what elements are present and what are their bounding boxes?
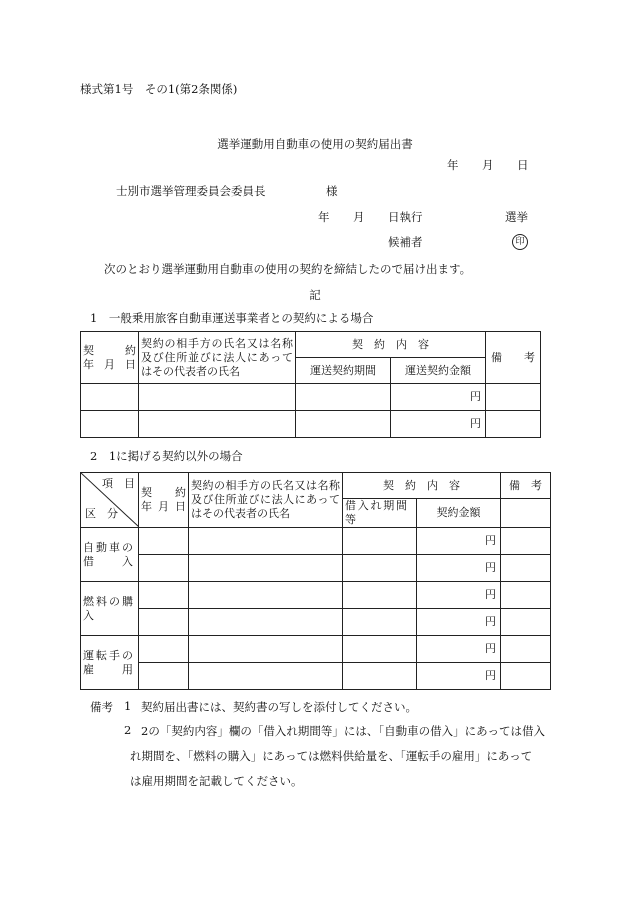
s1-cell [296,384,391,411]
s2-yen: 円 [417,555,501,582]
s2-yen: 円 [417,609,501,636]
s2-row-label: 運転手の雇用 [81,636,139,690]
s2-row-label: 燃料の購入 [81,582,139,636]
s1-cell [486,411,541,438]
seal-icon: 印 [512,234,528,250]
s1-col-partner: 契約の相手方の氏名又は名称及び住所並びに法人にあってはその代表者の氏名 [139,332,296,384]
s2-col-remarks: 備 考 [501,473,551,499]
form-number: 様式第1号 その1(第2条関係) [80,82,238,96]
note1-text: 契約届出書には、契約書の写しを添付してください。 [141,700,417,714]
election-label: 選挙 [505,210,528,224]
s1-yen: 円 [391,384,486,411]
s1-cell [296,411,391,438]
s2-yen: 円 [417,528,501,555]
s2-cell [501,499,551,528]
s1-col-amount: 運送契約金額 [391,358,486,384]
s2-col-partner: 契約の相手方の氏名又は名称及び住所並びに法人にあってはその代表者の氏名 [189,473,343,528]
s2-col-content: 契 約 内 容 [343,473,501,499]
s2-col-category: 区 分 [85,507,118,520]
s1-yen: 円 [391,411,486,438]
date-month: 月 [482,158,494,172]
s1-col-content: 契 約 内 容 [296,332,486,358]
table-section2 [80,472,551,690]
s1-col-period: 運送契約期間 [296,358,391,384]
section1-heading: 1 一般乗用旅客自動車運送事業者との契約による場合 [90,311,374,325]
election-year: 年 [318,210,330,224]
ki-mark: 記 [309,288,321,302]
note2-line3: は雇用期間を記載してください。 [130,774,303,788]
notes-label: 備考 [90,700,113,714]
table-section1 [80,331,541,438]
document-title: 選挙運動用自動車の使用の契約届出書 [217,137,413,151]
s1-cell [486,384,541,411]
s2-col-item: 項 目 [102,477,135,490]
s2-col-amount: 契約金額 [417,499,501,528]
note1-number: 1 [124,699,132,713]
s1-col-remarks: 備 考 [486,332,541,384]
note2-line1: 2の「契約内容」欄の「借入れ期間等」には、「自動車の借入」にあっては借入 [141,724,545,738]
addressee-honorific: 様 [326,184,338,198]
election-day-exec: 日執行 [388,210,423,224]
s2-row-label: 自動車の借入 [81,528,139,582]
s1-cell [81,411,139,438]
intro-text: 次のとおり選挙運動用自動車の使用の契約を締結したので届け出ます。 [104,262,472,276]
date-year: 年 [447,158,459,172]
s2-col-date: 契 約 年 月 日 [139,473,189,528]
s2-yen: 円 [417,663,501,690]
addressee-name: 士別市選挙管理委員会委員長 [116,184,266,198]
candidate-label: 候補者 [388,235,423,249]
s2-yen: 円 [417,582,501,609]
s1-cell [139,384,296,411]
s1-col-date: 契 約 年 月 日 [81,332,139,384]
s2-yen: 円 [417,636,501,663]
date-day: 日 [517,158,529,172]
s2-header-diagonal [81,473,139,528]
election-month: 月 [353,210,365,224]
note2-number: 2 [124,723,132,737]
note2-line2: れ期間を、「燃料の購入」にあっては燃料供給量を、「運転手の雇用」にあって [130,749,533,763]
s2-col-period: 借入れ期間等 [343,499,417,528]
seal-mark [512,233,528,250]
s1-cell [81,384,139,411]
section2-heading: 2 1に掲げる契約以外の場合 [90,449,243,463]
s1-cell [139,411,296,438]
